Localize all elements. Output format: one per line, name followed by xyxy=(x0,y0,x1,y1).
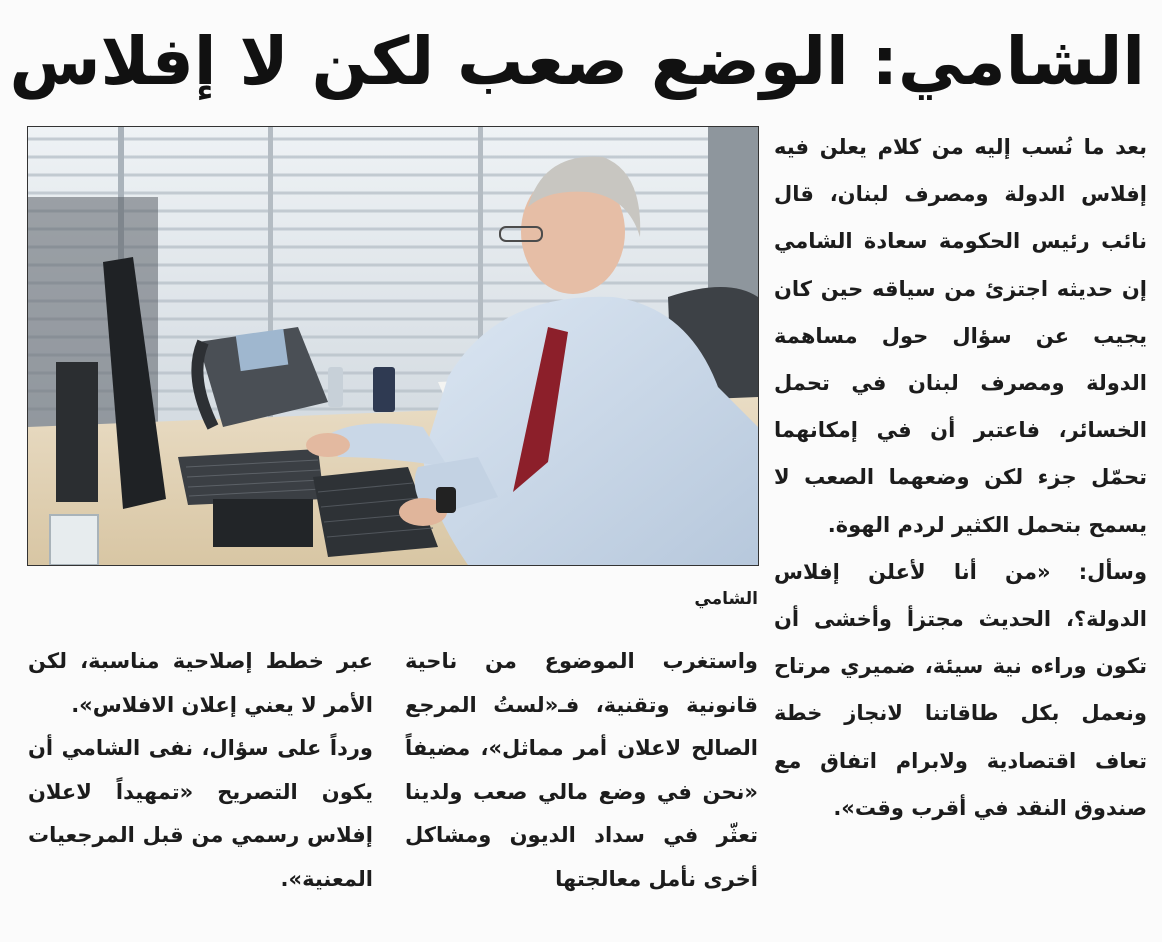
headline: الشامي: الوضع صعب لكن لا إفلاس xyxy=(9,23,1145,100)
paragraph: بعد ما نُسب إليه من كلام يعلن فيه إفلاس الدولة ومصرف لبنان، قال نائب رئيس الحكومة سعادة الشامي إن حديثه اجتزئ من سياقه حين كان يجيب عن سؤال حول مساهمة الدولة ومصرف لبنان في تحمل الخسائر، فاعتبر أن في إمكانهما تحمّل جزء لكن وضعهما الصعب لا يسمح بتحمل الكثير لردم الهوة. xyxy=(774,135,1147,537)
article-column-middle xyxy=(405,640,758,902)
paragraph: واستغرب الموضوع من ناحية قانونية وتقنية، فـ«لستُ المرجع الصالح لاعلان أمر مماثل»، مضيفاً «نحن في وضع مالي صعب ولدينا تعثّر في سداد الديون ومشاكل أخرى نأمل معالجتها xyxy=(405,649,758,891)
photo-illustration xyxy=(28,127,758,565)
paragraph: وسأل: «من أنا لأعلن إفلاس الدولة؟، الحديث مجتزأ وأخشى أن تكون وراءه نية سيئة، ضميري مرتاح ونعمل بكل طاقاتنا لانجاز خطة تعاف اقتصادية ولابرام اتفاق مع صندوق النقد في أقرب وقت». xyxy=(774,559,1147,820)
paragraph: عبر خطط إصلاحية مناسبة، لكن الأمر لا يعني إعلان الافلاس». xyxy=(28,649,373,717)
article-photo xyxy=(28,127,758,565)
article-column-right xyxy=(774,124,1147,832)
paragraph: ورداً على سؤال، نفى الشامي أن يكون التصريح «تمهيداً لاعلان إفلاس رسمي من قبل المرجعيات المعنية». xyxy=(28,736,373,891)
article-column-left xyxy=(28,640,373,902)
photo-caption: الشامي xyxy=(694,589,758,609)
